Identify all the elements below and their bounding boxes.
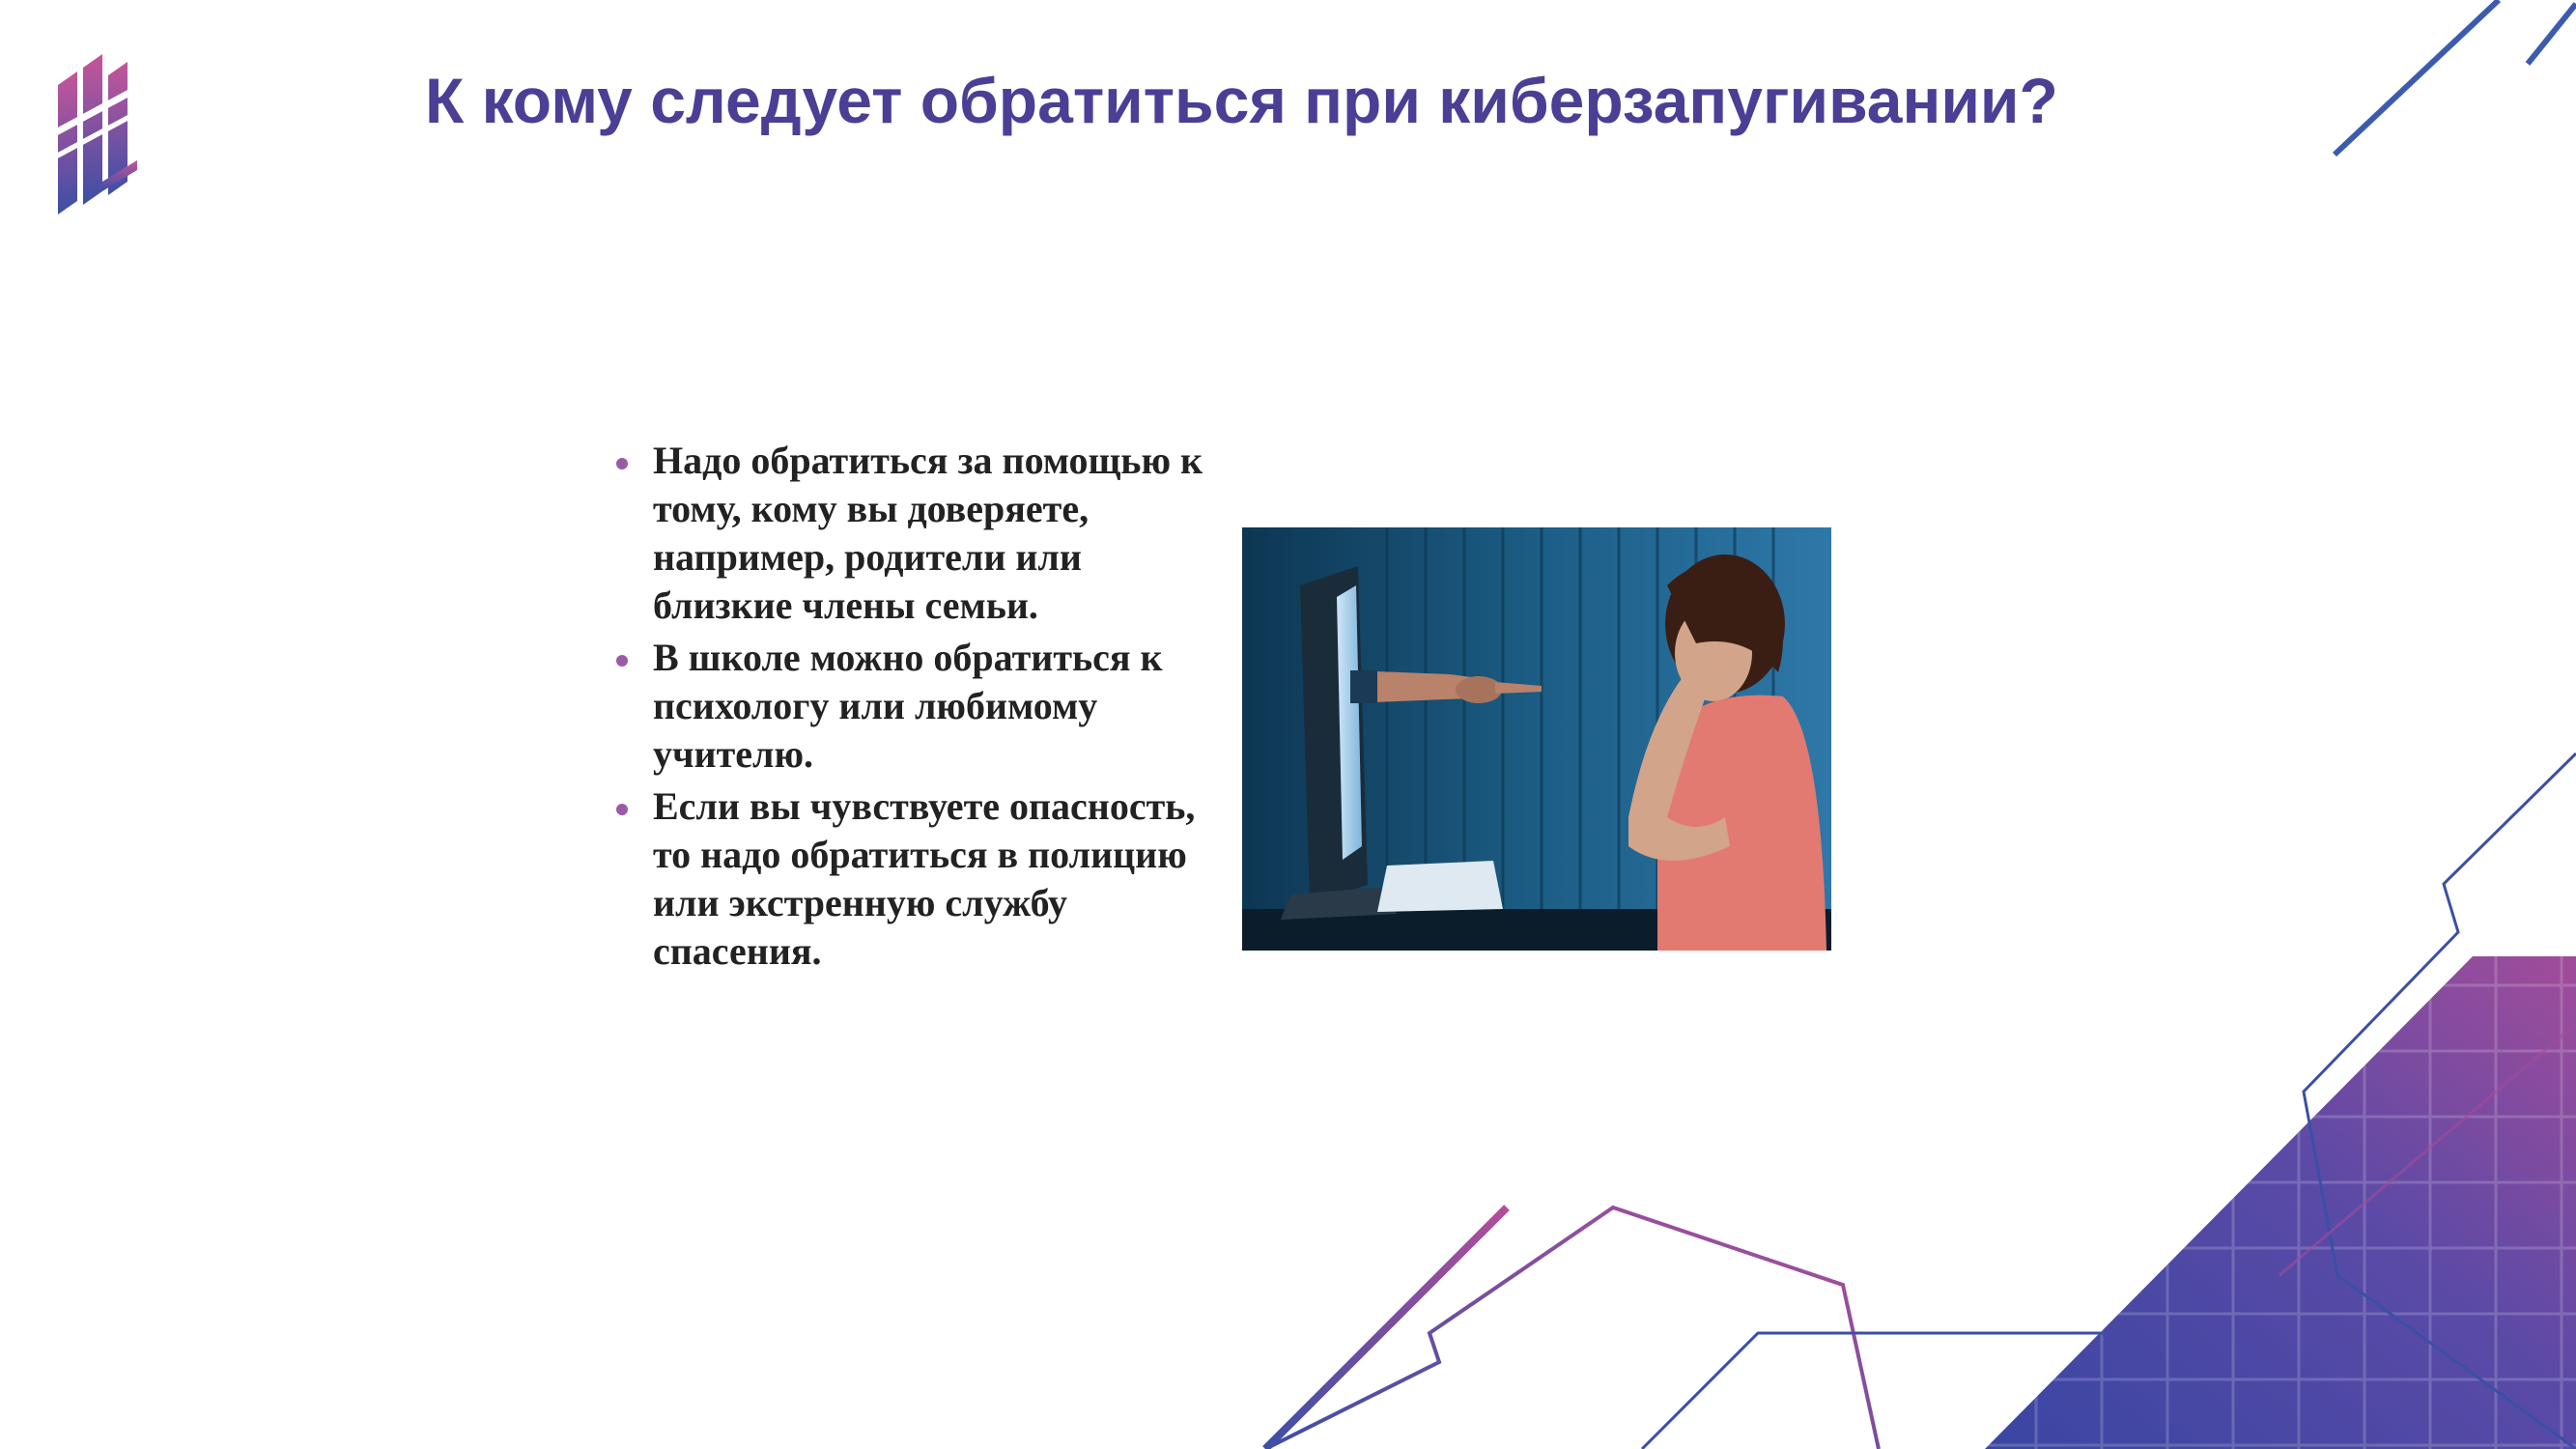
slide-title: К кому следует обратиться при киберзапугивании? xyxy=(425,65,2058,136)
bullet-list xyxy=(609,437,1227,980)
bullet-text: Если вы чувствуете опасность, то надо обратиться в полицию или экстренную службу спасения. xyxy=(653,784,1196,973)
list-item xyxy=(609,782,1227,976)
cyberbullying-illustration xyxy=(1242,527,1831,951)
bullet-dot-icon xyxy=(616,804,628,815)
bullet-text: В школе можно обратиться к психологу или любимому учителю. xyxy=(653,636,1163,776)
bullet-dot-icon xyxy=(616,655,628,667)
bullet-dot-icon xyxy=(616,458,628,469)
list-item xyxy=(609,634,1227,779)
bullet-text: Надо обратиться за помощью к тому, кому вы доверяете, например, родители или близкие члены семьи. xyxy=(653,439,1203,627)
list-item xyxy=(609,437,1227,630)
